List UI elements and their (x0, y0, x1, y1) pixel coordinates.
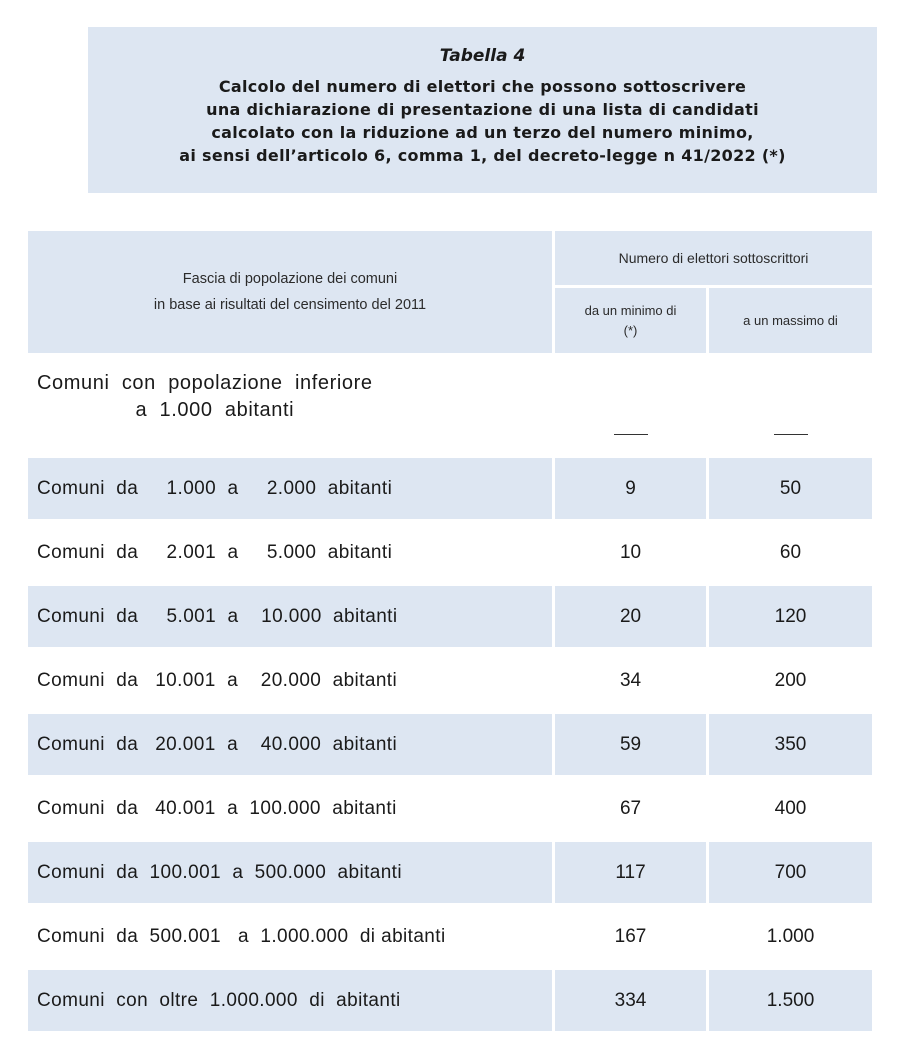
row-label: Comuni da 5.001 a 10.000 abitanti (28, 586, 552, 647)
electors-table (25, 228, 875, 1034)
row-min: 20 (555, 586, 706, 647)
table-row (28, 778, 872, 839)
row-min: 59 (555, 714, 706, 775)
row-min: 334 (555, 970, 706, 1031)
row-min: 167 (614, 925, 647, 947)
table-row (28, 650, 872, 711)
header-electors-group: Numero di elettori sottoscrittori (555, 231, 872, 285)
row-label: Comuni da 1.000 a 2.000 abitanti (28, 458, 552, 519)
row-max: 1.500 (709, 970, 872, 1031)
dash-mark (774, 434, 808, 435)
table-row (28, 842, 872, 903)
dash-mark (614, 434, 648, 435)
header-maximum: a un massimo di (709, 288, 872, 353)
row-max: 60 (779, 541, 802, 563)
row-label: Comuni con popolazione inferiore a 1.000 abitanti (37, 372, 373, 421)
row-max: 400 (774, 797, 807, 819)
table-row (28, 522, 872, 583)
row-max: 50 (709, 458, 872, 519)
row-label: Comuni con oltre 1.000.000 di abitanti (28, 970, 552, 1031)
row-min: 117 (555, 842, 706, 903)
row-min: 9 (555, 458, 706, 519)
row-label: Comuni da 40.001 a 100.000 abitanti (37, 797, 397, 819)
row-max: 200 (774, 669, 807, 691)
row-min: 10 (619, 541, 642, 563)
table-row (28, 970, 872, 1031)
row-max: 700 (709, 842, 872, 903)
row-max: 1.000 (766, 925, 815, 947)
table-row (28, 586, 872, 647)
row-label: Comuni da 100.001 a 500.000 abitanti (28, 842, 552, 903)
row-max: 120 (709, 586, 872, 647)
table-row (28, 356, 872, 455)
table-row (28, 906, 872, 967)
row-label: Comuni da 500.001 a 1.000.000 di abitanti (37, 925, 446, 947)
table-row (28, 714, 872, 775)
table-label: Tabella 4 (439, 46, 526, 66)
row-min: 67 (619, 797, 642, 819)
row-min (555, 356, 706, 455)
header-population-band: Fascia di popolazione dei comuni in base ai risultati del censimento del 2011 (28, 231, 552, 353)
row-label: Comuni da 2.001 a 5.000 abitanti (37, 541, 393, 563)
row-max (709, 356, 872, 455)
table-description: Calcolo del numero di elettori che possono sottoscrivere una dichiarazione di presentazione di una lista di candidati calcolato con la riduzione ad un terzo del numero minimo, ai sensi dell’articolo 6, comma 1, del decreto-legge n 41/2022 (*) (179, 77, 786, 165)
row-label: Comuni da 10.001 a 20.000 abitanti (37, 669, 398, 691)
row-label: Comuni da 20.001 a 40.000 abitanti (28, 714, 552, 775)
row-min: 34 (619, 669, 642, 691)
table-caption-box (88, 27, 877, 193)
table-row (28, 458, 872, 519)
row-max: 350 (709, 714, 872, 775)
header-minimum: da un minimo di (*) (555, 288, 706, 353)
